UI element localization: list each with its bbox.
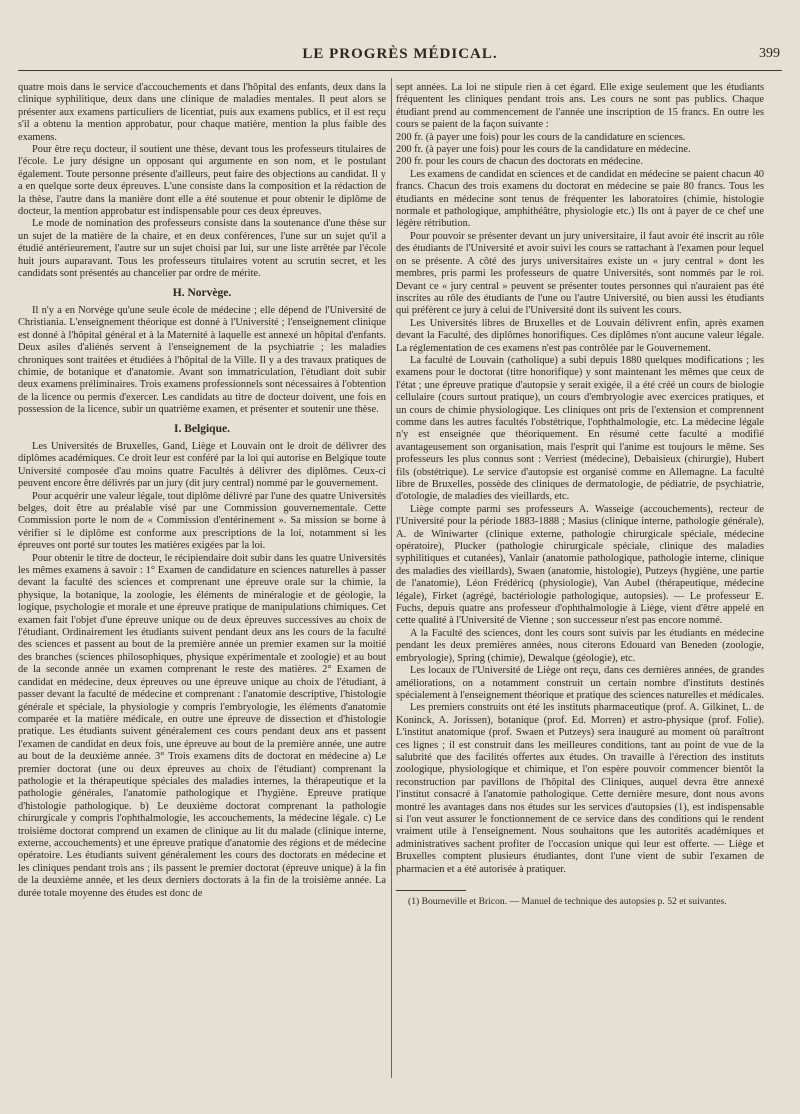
paragraph: Pour être reçu docteur, il soutient une thèse, devant tous les professeurs titulaires de l'école. Le jury désigne un opposant qui argumente en son nom, et le postulant également. Toute personne présente d'ailleurs, peut faire des objections au candidat. Il y a en quelque sorte deux épreuves. L'une consiste dans la composition et la rédaction de la thèse, l'autre dans la manière dont elle a été soutenue et pour obtenir le diplôme de docteur, la mention approbatur est indispensable pour ces deux épreuves. bbox=[18, 144, 386, 218]
fee-line: 200 fr. pour les cours de chacun des doctorats en médecine. bbox=[396, 156, 643, 168]
section-heading-belgique: I. Belgique. bbox=[174, 422, 230, 435]
running-header bbox=[18, 40, 782, 71]
paragraph: Le mode de nomination des professeurs consiste dans la soutenance d'une thèse sur un sujet de la matière de la chaire, et en deux conférences, l'une sur un sujet qu'il a étudié antérieurement, l'autre sur un sujet choisi par lui, sur une liste arrêtée par l'école huit jours auparavant. Tous les professeurs titulaires votent au scrutin secret, et les candidats sont présentés au chancelier par ordre de mérite. bbox=[18, 218, 386, 280]
column-divider bbox=[391, 78, 392, 1078]
paragraph: Pour pouvoir se présenter devant un jury universitaire, il faut avoir été inscrit au rôle des étudiants de l'Université et avoir suivi les cours se rattachant à l'examen pour lequel on se présente. A côté des jurys universitaires existe un « jury central » dont les membres, pris parmi les professeurs de quatre Universités, sont nommés par le roi. Devant ce « jury central » peuvent se présenter toutes personnes qui n'auraient pas été inscrites au rôle des étudiants de l'une ou l'autre Université, ou bien aussi les étudiants qui préfèrent ce jury à celui de l'Université dont ils suivent les cours. bbox=[396, 230, 764, 317]
paragraph: A la Faculté des sciences, dont les cours sont suivis par les étudiants en médecine pendant les deux premières années, nous citerons Edouard van Beneden (zoologie, embryologie), Spring (chimie), Dewalque (géologie), etc. bbox=[396, 627, 764, 664]
fee-line: 200 fr. (à payer une fois) pour les cours de la candidature en sciences. bbox=[396, 131, 686, 143]
fee-line: 200 fr. (à payer une fois) pour les cours de la candidature en médecine. bbox=[396, 144, 691, 156]
paragraph: Les examens de candidat en sciences et de candidat en médecine se paient chacun 40 francs. Chacun des trois examens du doctorat en médecine se paie 80 francs. Tous les étudiants en médecine sont tenus de fréquenter les laboratoires (chimie, histologie normale et pathologique, amphithéâtre, physiologie etc.) Ils ont à payer de ce chef une légère rétribution. bbox=[396, 168, 764, 230]
paragraph: Les premiers construits ont été les instituts pharmaceutique (prof. A. Gilkinet, L. de Koninck, A. Jorissen), botanique (prof. Ed. Morren) et astro-physique (prof. Folie). L'institut anatomique (prof. Swaen et Putzeys) sera inauguré au moment où paraîtront ces lignes ; il est construit dans les meilleures conditions, tant au point de vue de la salubrité que des facilités offertes aux études. On travaille à l'érection des instituts zoologique, physiologique et chimique, et l'on espère pouvoir commencer bientôt la reconstruction par pavillons de l'hôpital des Cliniques, auquel devra être annexé l'institut consacré à l'anatomie pathologique. Cette dernière mesure, dont nous avons montré les avantages dans nos études sur les services d'autopsies (1), est indispensable si l'on veut assurer le fonctionnement de ce service dans des conditions qui le rendent vraiment utile à l'enseignement. Nous souhaitons que les autorités académiques et administratives sachent profiter de l'occasion unique qui leur est offerte. — Liège et Bruxelles comptent plusieurs étudiantes, dont l'une vient de subir l'examen de pharmacien et a été autorisée à pratiquer. bbox=[396, 702, 764, 875]
paragraph: sept années. La loi ne stipule rien à cet égard. Elle exige seulement que les étudiants fréquentent les cliniques pendant trois ans. Les cours ne sont pas publics. Chaque étudiant prend au commencement de l'année une inscription de 15 francs. En outre les cours se paient de la façon suivante : bbox=[396, 82, 764, 131]
paragraph: Il n'y a en Norvège qu'une seule école de médecine ; elle dépend de l'Université de Christiania. L'enseignement théorique est donné à l'Université ; l'enseignement clinique est donné à l'hôpital général et à la Maternité à laquelle est annexé un hôpital d'enfants. Deux asiles d'aliénés servent à l'enseignement de la psychiatrie ; les maladies chroniques sont traitées et étudiées à l'hôpital de la Ville. Il y a des travaux pratiques de chimie, de botanique et d'anatomie. Avant son immatriculation, l'étudiant doit subir deux examens préliminaires. Trois examens professionnels sont nécessaires à l'obtention de la licence ou permis d'exercer. Les candidats au titre de docteur doivent, une fois en possession de la licence, subir un quatrième examen, et présenter et soutenir une thèse. bbox=[18, 304, 386, 416]
page-number: 399 bbox=[759, 46, 780, 61]
paragraph: Les locaux de l'Université de Liège ont reçu, dans ces dernières années, de grandes améliorations, on a notamment construit un certain nombre d'instituts destinés spécialement à l'enseignement théorique et pratique des sciences naturelles et médicales. bbox=[396, 665, 764, 701]
left-column bbox=[18, 82, 386, 900]
paragraph: Liège compte parmi ses professeurs A. Wasseige (accouchements), recteur de l'Université pour la période 1883-1888 ; Masius (clinique interne, pathologie générale), A. de Winiwarter (clinique externe, pathologie chirurgicale spéciale, médecine opératoire), Plucker (pathologie chirurgicale spéciale, clinique des maladies syphilitiques et cutanées), Vanlair (anatomie pathologique, pathologie interne, clinique des maladies des vieillards), Swaen (anatomie, histologie), Putzeys (hygiène, une partie de l'anatomie), Léon Frédéricq (physiologie), Van Aubel (thérapeutique, médecine légale), Firket (agrégé, bactériologie pathologique, autopsies). — Le professeur E. Fuchs, depuis quatre ans professeur d'ophthalmologie à Liège, vient d'être appelé en cette qualité à l'Université de Vienne ; son successeur n'est pas encore nommé. bbox=[396, 503, 764, 627]
paragraph: Pour obtenir le titre de docteur, le récipiendaire doit subir dans les quatre Universités les mêmes examens à savoir : 1° Examen de candidature en sciences naturelles à passer devant la faculté des sciences et comprenant une épreuve orale sur la chimie, la physique, la botanique, la zoologie, les éléments de minéralogie et de géologie, la logique, psychologie et morale et une épreuve pratique de manipulations chimiques. Cet examen fait l'objet d'une épreuve unique ou de deux épreuves successives au choix de l'étudiant. Ordinairement les étudiants suivent pendant deux ans les cours de la faculté des sciences et passent au bout de la première année un premier examen sur la moitié des branches (sciences philosophiques, physique expérimentale et zoologie) et au bout de la seconde année un examen comprenant le reste des matières. 2° Examen de candidat en médecine, deux épreuves ou une épreuve unique au choix de l'étudiant, à passer devant la faculté de médecine et comprenant : l'anatomie descriptive, l'histologie générale et spéciale, la physiologie y compris l'embryologie, les éléments d'anatomie comparée et la matière médicale, en outre une épreuve de dissection et d'histologie pratique. Les étudiants suivent généralement ces cours pendant deux ans et passent l'examen de candidat en deux fois, une épreuve au bout de la première année, une autre au bout de la deuxième année. 3° Trois examens dits de doctorat en médecine a) Le premier doctorat (une ou deux épreuves au choix de l'étudiant) comprenant la pathologie et la thérapeutique spéciales des maladies internes, la thérapeutique et la pathologie générales, l'anatomie pathologique et l'hygiène. Epreuve pratique d'histologie pathologique. b) Le deuxième doctorat comprenant la pathologie chirurgicale y compris l'ophthalmologie, les accouchements, la médecine légale. c) Le troisième doctorat comprend un examen de clinique au lit du malade (clinique interne, externe, accouchements) et une épreuve pratique d'anatomie des régions et de médecine opératoire. Les étudiants suivent généralement les cours des doctorats en médecine et les cliniques pendant trois ans ; ils passent le premier doctorat (épreuve unique) à la fin de la deuxième année, et les deux derniers doctorats à la fin de la troisième année. La durée totale moyenne des études est donc de bbox=[18, 552, 386, 899]
footnote: (1) Bourneville et Bricon. — Manuel de technique des autopsies p. 52 et suivantes. bbox=[408, 896, 727, 907]
section-heading-norvege: H. Norvège. bbox=[172, 286, 232, 299]
paragraph: Les Universités libres de Bruxelles et de Louvain délivrent enfin, après examen devant la Faculté, des diplômes honorifiques. Ces diplômes n'ont aucune valeur légale. La réglementation de ces examens n'est pas contrôlée par le Gouvernement. bbox=[396, 317, 764, 354]
paragraph: La faculté de Louvain (catholique) a subi depuis 1880 quelques modifications ; les examens pour le doctorat (titre honorifique) y sont maintenant les mêmes que ceux de l'état ; une épreuve pratique d'autopsie y serait exigée, il a été créé un cours de biologie cellulaire (cours surtout pratique), un cours d'embryologie avec exercices pratiques, et un cours de chimie physiologique. Les cliniques ont pris de l'extension et comprennent comme dans les autres facultés l'obstétrique, l'ophthalmologie, etc. La médecine légale n'y est enseignée que théoriquement. En résumé cette faculté a modifié avantageusement son organisation, mais l'esprit qui l'anime est toujours le même. Ses professeurs les plus connus sont : Verriest (médecine), Debaisieux (chirurgie), Hubert fils (obstétrique). Le service d'autopsie est organisé comme en Allemagne. La faculté libre de Bruxelles, possède des cliniques de dermatologie, de pédiatrie, de psychiatrie, d'otologie, de maladies des vieillards, etc. bbox=[396, 354, 764, 503]
paragraph: Pour acquérir une valeur légale, tout diplôme délivré par l'une des quatre Universités belges, doit être au préalable visé par une Commission gouvernementale. Cette Commission porte le nom de « Commission d'entérinement ». Sa mission se borne à vérifier si le diplôme est conforme aux prescriptions de la loi, notamment si les épreuves ont porté sur toutes les matières exigées par la loi. bbox=[18, 490, 386, 552]
paragraph: Les Universités de Bruxelles, Gand, Liège et Louvain ont le droit de délivrer des diplômes académiques. Ce droit leur est conféré par la loi qui autorise en Belgique toute Université composée d'au moins quatre Facultés à délivrer des diplômes. Ceux-ci peuvent encore être délivrés par un jury (dit jury central) nommé par le gouvernement. bbox=[18, 440, 386, 490]
paragraph: quatre mois dans le service d'accouchements et dans l'hôpital des enfants, deux dans la clinique syphilitique, deux dans une clinique de maladies mentales. Il peut alors se présenter aux examens particuliers de licentiat, puis aux examens publics, et il est reçu s'il a obtenu la mention approbatur, pour chaque matière, mention la plus faible des examens. bbox=[18, 82, 386, 143]
right-column bbox=[396, 82, 764, 908]
footnote-rule bbox=[396, 890, 466, 891]
journal-title: LE PROGRÈS MÉDICAL. bbox=[302, 46, 498, 62]
